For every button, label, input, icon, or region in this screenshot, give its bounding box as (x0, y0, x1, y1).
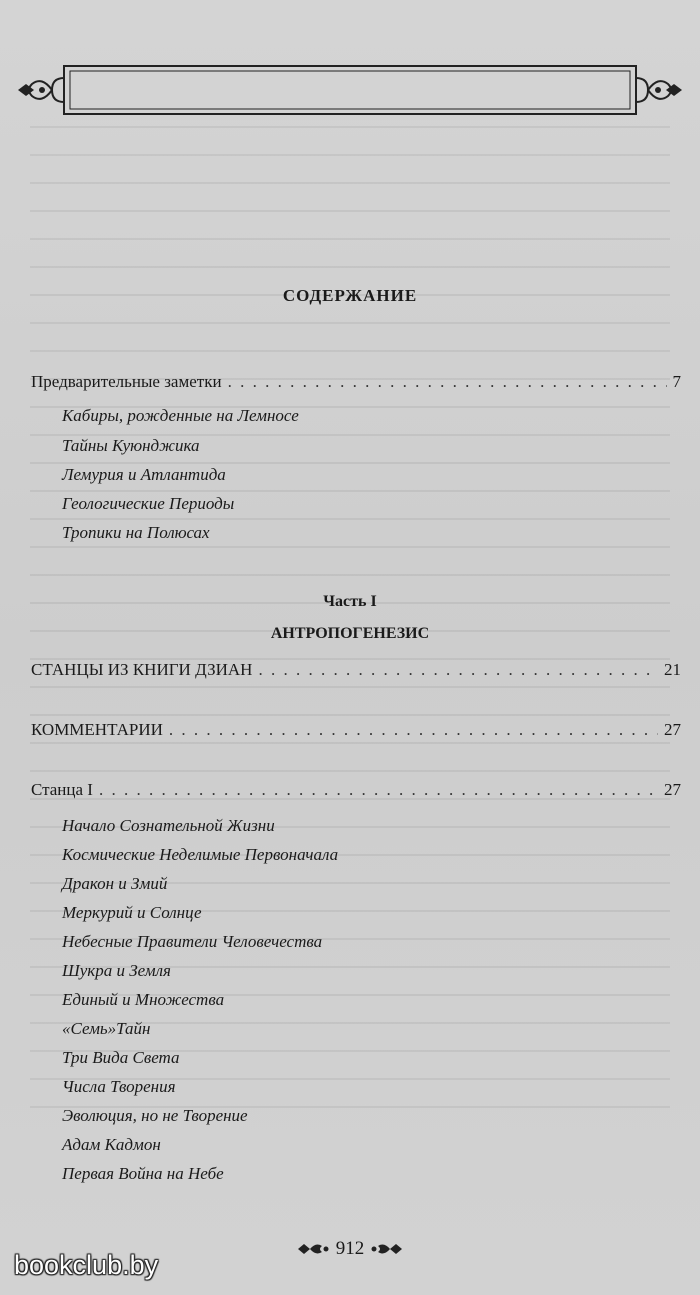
toc-entry-preliminary-notes[interactable] (31, 372, 681, 392)
toc-subentry[interactable]: «Семь»Тайн (62, 1019, 151, 1038)
part-label: Часть I (323, 593, 377, 610)
toc-entry-page: 7 (672, 372, 681, 391)
page-number: 912 (335, 1238, 365, 1259)
toc-entry-page: 27 (664, 720, 681, 739)
dot-leader (99, 780, 658, 800)
toc-entry-page: 21 (664, 660, 681, 679)
toc-entry-stanza-1[interactable] (31, 780, 681, 800)
dot-leader (258, 660, 658, 680)
toc-subentry[interactable]: Первая Война на Небе (62, 1164, 224, 1183)
toc-subentry[interactable]: Дракон и Змий (62, 874, 168, 893)
toc-subentry[interactable]: Лемурия и Атлантида (62, 465, 226, 484)
toc-entry-page: 27 (664, 780, 681, 799)
right-fleuron-icon (370, 1240, 404, 1258)
toc-subentry[interactable]: Космические Неделимые Первоначала (62, 845, 339, 864)
site-watermark: bookclub.by (14, 1250, 159, 1280)
dot-leader (169, 720, 658, 740)
toc-subentry[interactable]: Кабиры, рожденные на Лемносе (62, 406, 299, 425)
toc-entry-stanzas[interactable] (31, 660, 681, 680)
part-name: АНТРОПОГЕНЕЗИС (270, 625, 430, 642)
toc-subentry[interactable]: Три Вида Света (62, 1048, 180, 1067)
toc-subentry[interactable]: Числа Творения (62, 1077, 176, 1096)
toc-entry-commentary[interactable] (31, 720, 681, 740)
header-ornament-frame (14, 58, 686, 122)
toc-subentry[interactable]: Тайны Куюнджика (62, 436, 200, 455)
toc-subentry[interactable]: Шукра и Земля (62, 961, 171, 980)
dot-leader (228, 372, 667, 392)
toc-subentry[interactable]: Единый и Множества (62, 990, 225, 1009)
toc-subentry[interactable]: Геологические Периоды (62, 494, 235, 513)
toc-title: СОДЕРЖАНИЕ (282, 286, 418, 305)
toc-subentry[interactable]: Тропики на Полюсах (62, 523, 210, 542)
toc-subentry[interactable]: Небесные Правители Человечества (62, 932, 323, 951)
toc-subentry[interactable]: Начало Сознательной Жизни (62, 816, 275, 835)
toc-entry-label: СТАНЦЫ ИЗ КНИГИ ДЗИАН (31, 660, 253, 679)
toc-entry-label: Станца I (31, 780, 93, 799)
left-fleuron-icon (296, 1240, 330, 1258)
toc-entry-label: КОММЕНТАРИИ (31, 720, 163, 739)
toc-entry-label: Предварительные заметки (31, 372, 222, 391)
toc-subentry[interactable]: Адам Кадмон (62, 1135, 161, 1154)
toc-subentry[interactable]: Эволюция, но не Творение (62, 1106, 248, 1125)
toc-subentry[interactable]: Меркурий и Солнце (62, 903, 202, 922)
